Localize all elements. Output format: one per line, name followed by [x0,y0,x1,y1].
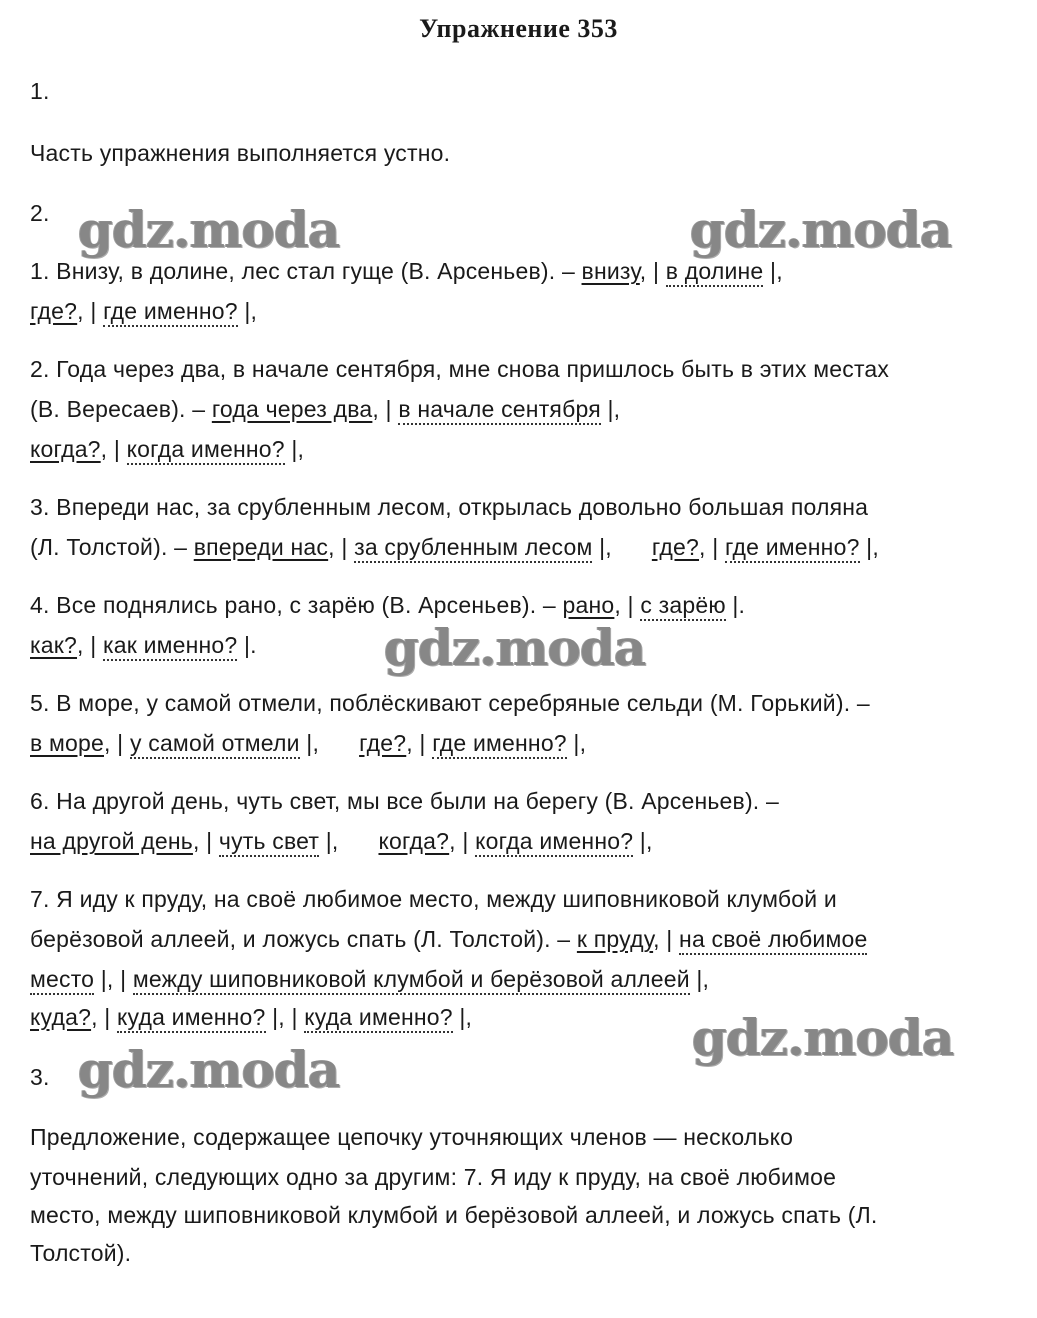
sentence-2-line-2: (В. Вересаев). – года через два, | в начале сентября |, [30,394,620,424]
adverbial-word: внизу [581,258,640,284]
sentence-7-line-2: берёзовой аллеей, и ложусь спать (Л. Толстой). – к пруду, | на своё любимое [30,924,867,954]
sentence-2-line-3: когда?, | когда именно? |, [30,434,304,464]
clarifying-word: место [30,966,94,995]
clarifying-question: где именно? [432,730,567,759]
section-3-line-3: место, между шиповниковой клумбой и берёзовой аллеей, и ложусь спать (Л. [30,1202,878,1228]
clarifying-word: за срубленным лесом [354,534,592,563]
clarifying-question: когда именно? [475,828,633,857]
sentence-1-line-1: 1. Внизу, в долине, лес стал гуще (В. Арсеньев). – внизу, | в долине |, [30,256,783,286]
sentence-7-line-4: куда?, | куда именно? |, | куда именно? |, [30,1002,472,1032]
sentence-6-line-2: на другой день, | чуть свет |, когда?, | когда именно? |, [30,826,653,856]
clarifying-question: когда именно? [127,436,285,465]
question: где? [30,298,78,324]
question: когда? [30,436,101,462]
section-2-number: 2. [30,200,50,226]
clarifying-word-2: между шиповниковой клумбой и берёзовой аллеей [133,966,690,995]
section-3-line-4: Толстой). [30,1240,132,1266]
question: куда? [30,1004,92,1030]
question: как? [30,632,78,658]
watermark: gdz.moda [78,200,340,259]
clarifying-question-2: куда именно? [304,1004,453,1033]
sentence-1-line-2: где?, | где именно? |, [30,296,257,326]
sentence-3-line-2: (Л. Толстой). – впереди нас, | за срубленным лесом |, где?, | где именно? |, [30,532,879,562]
adverbial-word: к пруду [576,926,654,952]
page-title: Упражнение 353 [419,14,618,43]
adverbial-word: на другой день [30,828,193,854]
section-3-line-1: Предложение, содержащее цепочку уточняющих членов — несколько [30,1124,794,1150]
adverbial-word: впереди нас [193,534,329,560]
section-3-line-2: уточнений, следующих одно за другим: 7. Я иду к пруду, на своё любимое [30,1164,837,1190]
adverbial-word: в море [30,730,104,756]
sentence-7-line-3: место |, | между шиповниковой клумбой и берёзовой аллеей |, [30,964,709,994]
question: где? [651,534,700,560]
sentence-4-line-1: 4. Все поднялись рано, с зарёю (В. Арсеньев). – рано, | с зарёю |. [30,590,745,620]
sentence-5-line-2: в море, | у самой отмели |, где?, | где именно? |, [30,728,586,758]
sentence-4-line-2: как?, | как именно? |. [30,630,257,660]
section-1-number: 1. [30,78,50,104]
clarifying-word: в начале сентября [398,396,601,425]
sentence-text: 1. Внизу, в долине, лес стал гуще (В. Арсеньев). – [30,258,575,284]
question: когда? [378,828,450,854]
watermark: gdz.moda [690,200,952,259]
watermark: gdz.moda [692,1008,954,1067]
clarifying-question: где именно? [103,298,238,327]
sentence-6-line-1: 6. На другой день, чуть свет, мы все были на берегу (В. Арсеньев). – [30,788,779,814]
sentence-3-line-1: 3. Впереди нас, за срубленным лесом, открылась довольно большая поляна [30,494,869,520]
sentence-7-line-1: 7. Я иду к пруду, на своё любимое место, между шиповниковой клумбой и [30,886,837,912]
sentence-text: (В. Вересаев). – [30,396,206,422]
clarifying-word: у самой отмели [130,730,300,759]
clarifying-word: чуть свет [219,828,319,857]
watermark: gdz.moda [384,618,646,677]
sentence-5-line-1: 5. В море, у самой отмели, поблёскивают серебряные сельди (М. Горький). – [30,690,870,716]
sentence-text: берёзовой аллеей, и ложусь спать (Л. Толстой). – [30,926,571,952]
clarifying-word: на своё любимое [679,926,867,955]
sentence-text: 4. Все поднялись рано, с зарёю (В. Арсеньев). – [30,592,556,618]
section-1-text: Часть упражнения выполняется устно. [30,140,451,166]
clarifying-question: как именно? [103,632,237,661]
question: где? [359,730,407,756]
clarifying-question: где именно? [725,534,860,563]
clarifying-word: с зарёю [640,592,725,621]
sentence-2-line-1: 2. Года через два, в начале сентября, мне снова пришлось быть в этих местах [30,356,890,382]
sentence-text: (Л. Толстой). – [30,534,188,560]
section-3-number: 3. [30,1064,50,1090]
adverbial-word: года через два [211,396,373,422]
watermark: gdz.moda [78,1040,340,1099]
clarifying-word: в долине [666,258,764,287]
clarifying-question: куда именно? [117,1004,266,1033]
adverbial-word: рано [562,592,615,618]
